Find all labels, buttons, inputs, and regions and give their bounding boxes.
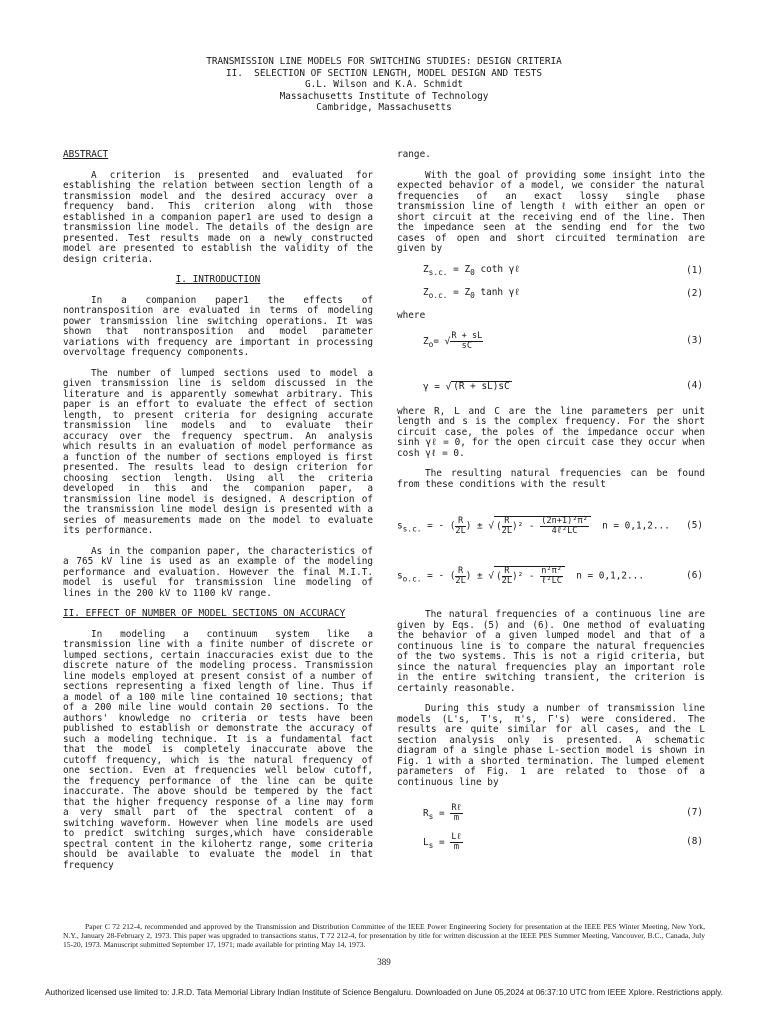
authorized-use-notice: Authorized licensed use limited to: J.R.D. Tata Memorial Library Indian Institute of Science Bengaluru. Downloaded on June 05,2024 at 06:37:10 UTC from IEEE Xplore. Restrictions apply.	[45, 988, 723, 997]
during-study-paragraph: During this study a number of transmission line models (L's, T's, π's, Γ's) were considered. The results are quite similar for all cases, and the L section analysis only is presented. A schematic diagram of a single phase L-section model is shown in Fig. 1 with a shorted termination. The lumped element parameters of Fig. 1 are related to those of a continuous line by	[397, 703, 705, 788]
equation-6-index: n = 0,1,2...	[576, 570, 644, 582]
parameters-paragraph: where R, L and C are the line parameters per unit length and s is the complex frequency. For the short circuit case, the poles of the impedance occur when sinh γℓ = 0, for the open circuit case they occur when cosh γℓ = 0.	[397, 405, 705, 459]
abstract-text: A criterion is presented and evaluated for establishing the relation between section length of a transmission model and the desired accuracy over a frequency band. This criterion along with those established in a companion paper1 are used to design a transmission line model. The details of the design are presented. Test results made on a newly constructed model are presented to establish the validity of the design criteria.	[63, 169, 373, 265]
equation-3: $Z_o=$ √ $\frac{R + sL}{sC}$ (3)	[423, 330, 703, 351]
paper-header	[0, 56, 768, 114]
where-label: where	[397, 310, 426, 322]
footnote: Paper C 72 212-4, recommended and approved by the Transmission and Distribution Committee of the IEEE Power Engineering Society for presentation at the IEEE PES Winter Meeting, New York, N.Y., January 28-February 2, 1973. This paper was upgraded to transactions status, T 72 212-4, for presentation by title for written discussion at the IEEE PES Summer Meeting, Vancouver, B.C., Canada, July 15-20, 1973. Manuscript submitted September 17, 1971; made available for printing May 14, 1973.	[63, 922, 705, 949]
affiliation: Massachusetts Institute of Technology	[279, 90, 489, 102]
abstract-heading: ABSTRACT	[63, 149, 109, 160]
resulting-paragraph: The resulting natural frequencies can be found from these conditions with the result	[397, 468, 705, 490]
paper-title-line-2: II. SELECTION OF SECTION LENGTH, MODEL DESIGN AND TESTS	[225, 67, 543, 79]
equation-5-number: (5)	[686, 519, 703, 531]
natural-frequencies-paragraph: The natural frequencies of a continuous line are given by Eqs. (5) and (6). One method of evaluating the behavior of a given lumped model and that of a continuous line is to compare the natural frequencies of the two systems. This is not a rigid criteria, but since the natural frequencies play an important role in the entire switching transient, the criterion is certainly reasonable.	[397, 609, 705, 694]
equation-4-number: (4)	[686, 380, 703, 392]
page-number: 389	[377, 957, 391, 967]
equation-8-number: (8)	[686, 836, 703, 848]
equation-4: γ = √ (R + sL)sC (4)	[423, 380, 703, 392]
intro-paragraph-3: As in the companion paper, the characteristics of a 765 kV line is used as an example of the modeling performance and evaluation. However the final M.I.T. model is useful for transmission line modeling of lines in the 200 kV to 1100 kV range.	[63, 545, 373, 599]
introduction-heading: I. INTRODUCTION	[175, 274, 261, 285]
equation-1-number: (1)	[686, 264, 703, 276]
equation-7: $R_s$ = $\frac{\text{Rℓ}}{m}$ (7)	[423, 803, 703, 823]
equation-6: $s_{o.c.}$ = - ( $\frac{R}{2L}$ ) ± √ ( $\frac{R}{2L}$ )² - $\frac{\text{n²π²}}{\text{ℓ²LC}}$ n = 0,1,2... (6)	[397, 565, 703, 586]
equation-1: $Z_{s.c.} = Z_0$ coth γℓ (1)	[423, 263, 703, 277]
left-column	[63, 150, 373, 871]
equation-5: $s_{s.c.}$ = - ( $\frac{R}{2L}$ ) ± √ ( $\frac{R}{2L}$ )² - $\frac{\text{(2n+1)²π²}}{\text{4ℓ²LC}}$ n = 0,1,2... (5)	[397, 515, 703, 536]
paper-title-line-1: TRANSMISSION LINE MODELS FOR SWITCHING STUDIES: DESIGN CRITERIA	[206, 56, 562, 67]
equation-5-index: n = 0,1,2...	[602, 520, 670, 532]
equation-3-number: (3)	[686, 335, 703, 346]
range-continuation: range.	[397, 149, 431, 160]
intro-paragraph-2: The number of lumped sections used to model a given transmission line is seldom discussed in the literature and is apparently somewhat arbitrary. This paper is an effort to evaluate the effect of section length, to present criteria for designing accurate transmission line models and to evaluate their accuracy over the frequency spectrum. An analysis which results in an evaluation of model performance as a function of the number of sections employed is first presented. The results lead to design criterion for choosing section length. Using all the criteria developed in this and the companion paper, a transmission line model is designed. A description of the transmission line model design is presented with a series of measurements made on the model to evaluate its performance.	[63, 367, 373, 536]
section-2-paragraph-1: In modeling a continuum system like a transmission line with a finite number of discrete or lumped sections, certain inaccuracies exist due to the discrete nature of the modeling process. Transmission line models employed at present consist of a number of sections representing a fixed length of line. Thus if a model of a 100 mile line contained 10 sections; that of a 200 mile line would contain 20 sections. To the authors' knowledge no criteria or tests have been published to establish or demonstrate the accuracy of such a modeling technique. It is a fundamental fact that the model is completely inaccurate above the cutoff frequency, which is the natural frequency of one section. Even at frequencies well below cutoff, the frequency performance of the line can be quite inaccurate. The above should be tempered by the fact that the higher frequency response of a line may form a very small part of the spectral content of a switching waveform. However when line models are used to predict switching surges,which have considerable spectral content in the kilohertz range, some criteria should be available to evaluate the model in that frequency	[63, 628, 373, 871]
equation-7-number: (7)	[686, 807, 703, 819]
equation-8: $L_s$ = $\frac{\text{Lℓ}}{m}$ (8)	[423, 832, 703, 852]
authors: G.L. Wilson and K.A. Schmidt	[304, 79, 464, 91]
equation-6-number: (6)	[686, 569, 703, 581]
equation-2-number: (2)	[686, 288, 703, 300]
location: Cambridge, Massachusetts	[316, 102, 452, 114]
section-2-heading: II. EFFECT OF NUMBER OF MODEL SECTIONS ON ACCURACY	[63, 608, 346, 619]
goal-paragraph: With the goal of providing some insight into the expected behavior of a model, we consider the natural frequencies of an exact lossy single phase transmission line of length ℓ with either an open or short circuit at the receiving end of the line. Then the impedance seen at the sending end for the two cases of open and short circuited termination are given by	[397, 169, 705, 254]
right-column	[397, 150, 705, 852]
equation-2: $Z_{o.c.} = Z_0$ tanh γℓ (2)	[423, 286, 703, 300]
intro-paragraph-1: In a companion paper1 the effects of nontransposition are evaluated in terms of modeling power transmission line switching operations. It was shown that nontransposition and model parameter variations with frequency are important in processing overvoltage frequency components.	[63, 294, 373, 358]
